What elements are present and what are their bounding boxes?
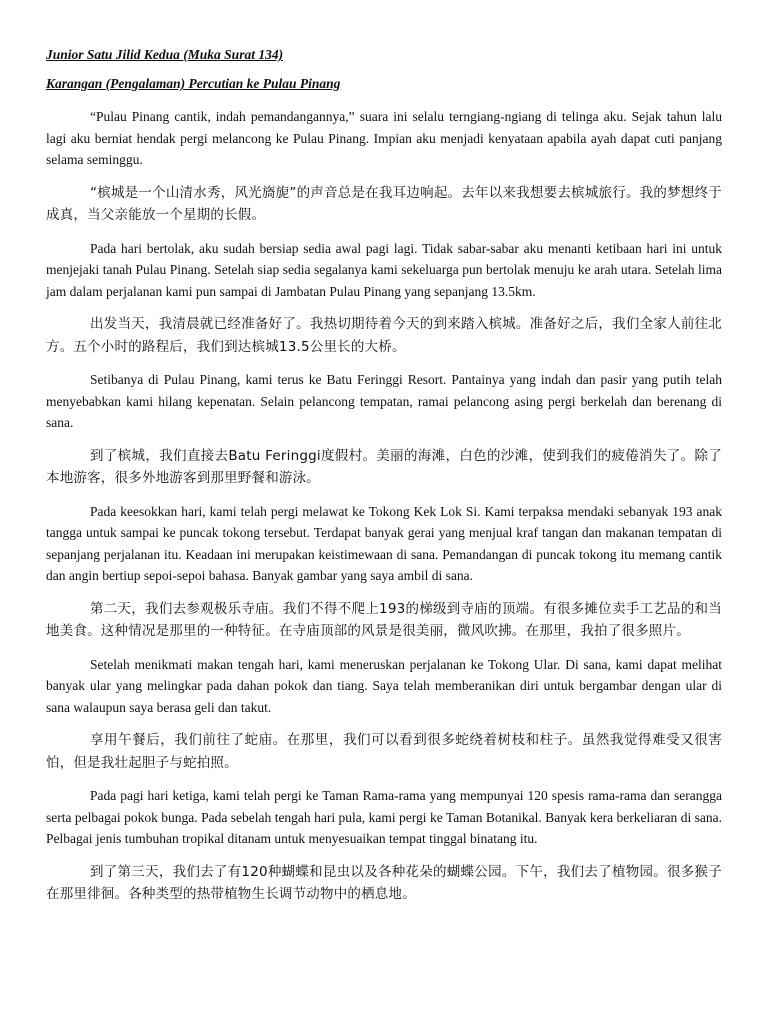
document-title: Junior Satu Jilid Kedua (Muka Surat 134): [46, 47, 284, 62]
paragraph-chinese-6: 到了第三天，我们去了有120种蝴蝶和昆虫以及各种花朵的蝴蝶公园。下午，我们去了植物园。很多猴子在那里徘徊。各种类型的热带植物生长调节动物中的栖息地。: [46, 863, 722, 902]
paragraph-malay-4: Pada keesokkan hari, kami telah pergi melawat ke Tokong Kek Lok Si. Kami terpaksa mendaki sebanyak 193 anak tangga untuk sampai ke puncak tokong tersebut. Terdapat banyak gerai yang menjual kraf tangan dan makanan tempatan di sepanjang perjalanan itu. Keadaan ini merupakan keistimewaan di sana. Pemandangan di puncak tokong itu memang cantik dan angin bertiup sepoi-sepoi bahasa. Banyak gambar yang saya ambil di sana.: [46, 503, 722, 583]
paragraph-malay-2: Pada hari bertolak, aku sudah bersiap sedia awal pagi lagi. Tidak sabar-sabar aku menanti ketibaan hari ini untuk menjejaki tanah Pulau Pinang. Setelah siap sedia segalanya kami sekeluarga pun bertolak menuju ke arah utara. Setelah lima jam dalam perjalanan kami pun sampai di Jambatan Pulau Pinang yang sepanjang 13.5km.: [46, 240, 722, 299]
paragraph-chinese-3: 到了槟城，我们直接去Batu Feringgi度假村。美丽的海滩，白色的沙滩，使到我们的疲倦消失了。除了本地游客，很多外地游客到那里野餐和游泳。: [46, 447, 722, 486]
paragraph-chinese-4: 第二天，我们去参观极乐寺庙。我们不得不爬上193的梯级到寺庙的顶端。有很多摊位卖手工艺品的和当地美食。这种情况是那里的一种特征。在寺庙顶部的风景是很美丽，微风吹拂。在那里，我拍了很多照片。: [46, 600, 722, 639]
paragraph-malay-6: Pada pagi hari ketiga, kami telah pergi ke Taman Rama-rama yang mempunyai 120 spesis rama-rama dan serangga serta pelbagai pokok bunga. Pada sebelah tengah hari pula, kami pergi ke Taman Botanikal. Banyak kera berkeliaran di sana. Pelbagai jenis tumbuhan tropikal ditanam untuk menyesuaikan tempat tinggal binatang itu.: [46, 788, 722, 846]
essay-title: Karangan (Pengalaman) Percutian ke Pulau Pinang: [46, 76, 341, 91]
paragraph-malay-5: Setelah menikmati makan tengah hari, kami meneruskan perjalanan ke Tokong Ular. Di sana, kami dapat melihat banyak ular yang melingkar pada dahan pokok dan tiang. Saya telah memberanikan diri untuk bergambar dengan ular di sana walaupun saya berasa geli dan takut.: [46, 656, 722, 715]
paragraph-chinese-5: 享用午餐后，我们前往了蛇庙。在那里，我们可以看到很多蛇绕着树枝和柱子。虽然我觉得难受又很害怕，但是我壮起胆子与蛇拍照。: [46, 732, 722, 771]
paragraph-chinese-2: 出发当天，我清晨就已经准备好了。我热切期待着今天的到来踏入槟城。准备好之后，我们全家人前往北方。五个小时的路程后，我们到达槟城13.5公里长的大桥。: [46, 316, 722, 355]
paragraph-malay-1: “Pulau Pinang cantik, indah pemandangannya,” suara ini selalu terngiang-ngiang di telinga aku. Sejak tahun lalu lagi aku berniat hendak pergi melancong ke Pulau Pinang. Impian aku menjadi kenyataan apabila ayah dapat cuti panjang selama seminggu.: [46, 109, 722, 167]
paragraph-malay-3: Setibanya di Pulau Pinang, kami terus ke Batu Feringgi Resort. Pantainya yang indah dan pasir yang putih telah menyebabkan kami hilang kepenatan. Selain pelancong tempatan, ramai pelancong asing pergi berkelah dan berenang di sana.: [46, 372, 722, 430]
paragraph-chinese-1: “槟城是一个山清水秀，风光旖旎”的声音总是在我耳边响起。去年以来我想要去槟城旅行。我的梦想终于成真，当父亲能放一个星期的长假。: [46, 184, 722, 223]
